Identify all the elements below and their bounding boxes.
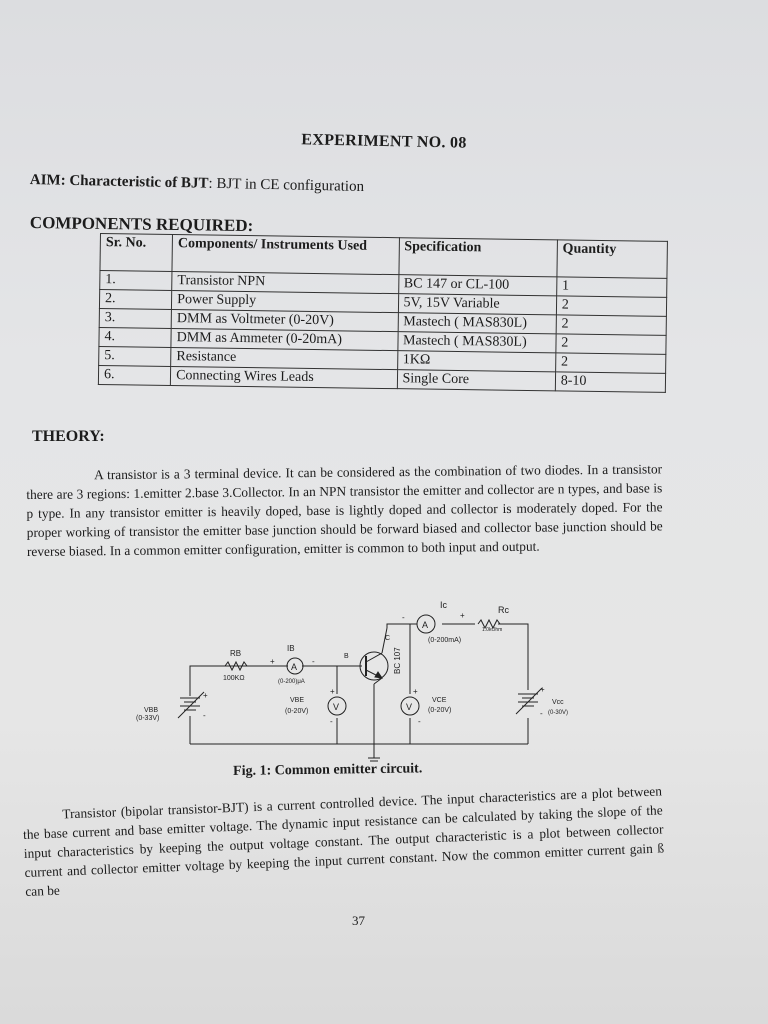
label-vbe: VBE xyxy=(290,697,305,704)
cell-quantity: 2 xyxy=(556,334,666,355)
label-vce-range: (0-20V) xyxy=(428,707,452,714)
cell-specification: Single Core xyxy=(397,370,556,391)
components-table-wrapper xyxy=(98,233,668,393)
aim-line xyxy=(30,172,365,196)
cell-quantity: 1 xyxy=(556,277,666,298)
components-heading: COMPONENTS REQUIRED: xyxy=(29,213,254,236)
cell-quantity: 2 xyxy=(555,353,665,374)
label-ib: IB xyxy=(287,644,295,653)
common-emitter-circuit-diagram xyxy=(130,598,570,768)
cell-quantity: 2 xyxy=(556,296,666,317)
label-transistor-part: BC 107 xyxy=(393,647,402,674)
cell-component: DMM as Voltmeter (0-20V) xyxy=(171,310,398,332)
components-table xyxy=(98,233,668,393)
figure-caption: Fig. 1: Common emitter circuit. xyxy=(233,761,423,779)
cell-component: Power Supply xyxy=(172,291,399,313)
minus-sign: - xyxy=(418,717,421,726)
aim-label: AIM: xyxy=(29,172,66,189)
minus-sign: - xyxy=(540,709,543,718)
plus-sign: + xyxy=(203,691,208,700)
label-rb-value: 100KΩ xyxy=(223,675,245,682)
cell-component: Resistance xyxy=(171,348,398,370)
theory-heading: THEORY: xyxy=(32,428,105,445)
cell-sr-no: 3. xyxy=(99,308,171,328)
header-sr-no: Sr. No. xyxy=(100,234,173,272)
page-number: 37 xyxy=(352,913,365,928)
cell-component: DMM as Ammeter (0-20mA) xyxy=(171,329,398,351)
cell-sr-no: 4. xyxy=(99,327,171,347)
ammeter-b-symbol: A xyxy=(291,662,298,672)
theory-paragraph-1: A transistor is a 3 terminal device. It can be considered as the combination of two diodes. In a transistor there are 3 regions: 1.emitter 2.base 3.Collector. In an NPN transistor the emitter and collector are n types, and base is p type. In any transistor emitter is heavily doped, base is lightly doped and collector is moderately doped. For the proper working of transistor the emitter base junction should be forward biased and collector base junction should be reverse biased. In a common emitter configuration, emitter is common to both input and output. xyxy=(26,461,663,559)
vcc-supply-symbol xyxy=(516,688,542,714)
cell-specification: BC 147 or CL-100 xyxy=(398,275,557,296)
label-vbe-range: (0-20V) xyxy=(285,708,309,715)
cell-component: Transistor NPN xyxy=(172,272,399,294)
voltmeter-be-symbol: V xyxy=(333,702,340,712)
cell-quantity: 2 xyxy=(556,315,666,336)
cell-sr-no: 5. xyxy=(99,346,171,366)
label-vce: VCE xyxy=(432,697,447,704)
minus-sign: - xyxy=(330,717,333,726)
label-ammeter-b-range: (0-200)μA xyxy=(278,679,305,685)
vbb-supply-symbol xyxy=(178,692,204,718)
label-rc-value: 1.0kOhm xyxy=(482,627,503,633)
plus-sign: + xyxy=(413,687,418,696)
minus-sign: - xyxy=(312,657,315,666)
aim-text: : BJT in CE configuration xyxy=(208,175,365,195)
cell-component: Connecting Wires Leads xyxy=(171,367,398,389)
cell-specification: Mastech ( MAS830L) xyxy=(398,313,557,334)
label-vbb: VBB xyxy=(144,707,159,714)
plus-sign: + xyxy=(460,611,465,620)
label-vcc: Vcc xyxy=(552,699,564,706)
cell-sr-no: 1. xyxy=(100,271,172,291)
voltmeter-ce-symbol: V xyxy=(406,702,413,712)
label-collector-c: C xyxy=(385,635,391,642)
label-rc: Rc xyxy=(498,605,509,615)
header-quantity: Quantity xyxy=(557,240,668,279)
label-ammeter-c-range: (0-200mA) xyxy=(428,637,462,644)
aim-bold-text: Characteristic of BJT xyxy=(69,172,209,192)
label-ic: Ic xyxy=(440,600,448,610)
minus-sign: - xyxy=(402,613,405,622)
label-vcc-range: (0-30V) xyxy=(548,710,569,716)
minus-sign: - xyxy=(203,711,206,720)
plus-sign: + xyxy=(270,657,275,666)
ammeter-c-symbol: A xyxy=(422,620,429,630)
theory-paragraph-2: Transistor (bipolar transistor-BJT) is a current controlled device. The input characteristics are a plot between the base current and base emitter voltage. The dynamic input resistance can be calculated by taking the slope of the input characteristics by keeping the output voltage constant. The output characteristic is a plot between collector current and collector emitter voltage by keeping the input current constant. Now the common emitter current gain ß can be xyxy=(22,783,665,899)
cell-specification: 1KΩ xyxy=(397,351,556,372)
circuit-wires xyxy=(190,624,528,761)
cell-quantity: 8-10 xyxy=(555,372,665,393)
label-vbb-range: (0-33V) xyxy=(136,715,160,722)
plus-sign: + xyxy=(330,687,335,696)
cell-sr-no: 6. xyxy=(98,365,170,385)
label-base-b: B xyxy=(344,653,349,660)
experiment-title: EXPERIMENT NO. 08 xyxy=(301,131,467,152)
label-rb: RB xyxy=(230,649,242,658)
cell-specification: 5V, 15V Variable xyxy=(398,294,557,315)
header-specification: Specification xyxy=(398,238,557,277)
transistor-symbol xyxy=(360,628,391,684)
header-components: Components/ Instruments Used xyxy=(172,235,399,275)
cell-specification: Mastech ( MAS830L) xyxy=(397,332,556,353)
cell-sr-no: 2. xyxy=(99,290,171,310)
plus-sign: + xyxy=(540,685,545,694)
